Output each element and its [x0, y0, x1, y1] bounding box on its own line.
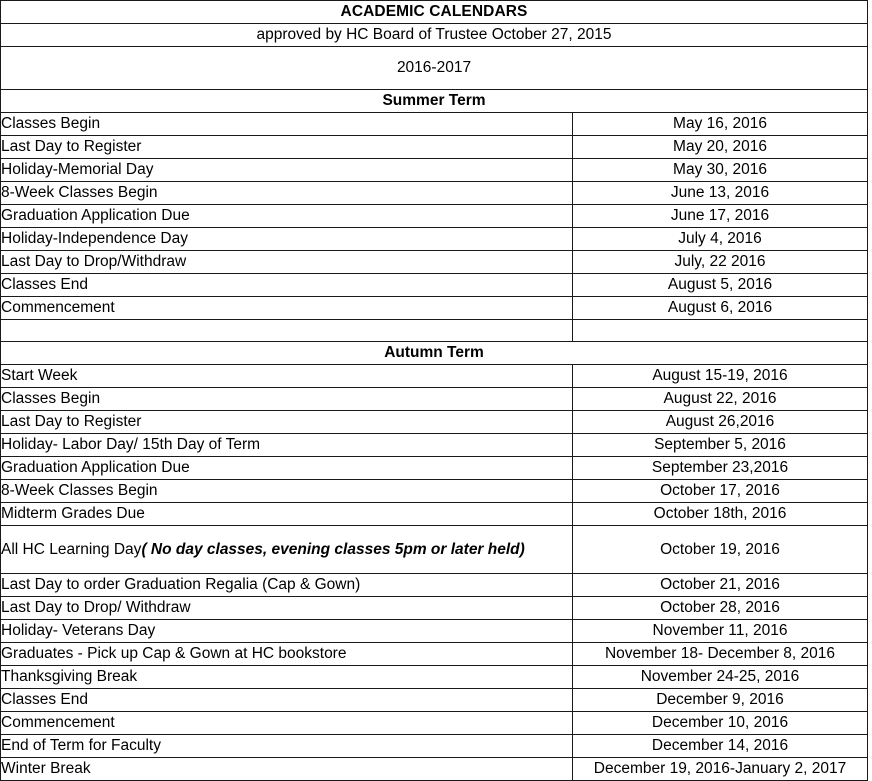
event-date-cell: October 18th, 2016: [573, 503, 868, 526]
event-name-text: Graduation Application Due: [1, 459, 190, 477]
table-row: [1, 735, 868, 758]
event-name-text: Holiday- Veterans Day: [1, 622, 156, 640]
event-date-cell: October 17, 2016: [573, 480, 868, 503]
event-date-cell: October 19, 2016: [573, 526, 868, 574]
event-name-text: Winter Break: [1, 760, 91, 778]
event-name-cell: [1, 297, 573, 320]
table-row: [1, 480, 868, 503]
event-name-text: Holiday- Labor Day/ 15th Day of Term: [1, 436, 261, 454]
event-name-text: 8-Week Classes Begin: [1, 184, 158, 202]
event-date-cell: August 15-19, 2016: [573, 365, 868, 388]
event-name-cell: [1, 159, 573, 182]
event-name-cell: [1, 620, 573, 643]
event-name-cell: [1, 666, 573, 689]
table-row: [1, 666, 868, 689]
event-name-text: Commencement: [1, 299, 115, 317]
event-name-cell: [1, 574, 573, 597]
calendar-body: [1, 1, 868, 781]
table-row: [1, 643, 868, 666]
event-name-cell: [1, 689, 573, 712]
event-name-cell: [1, 503, 573, 526]
table-row: [1, 411, 868, 434]
table-row: [1, 205, 868, 228]
table-row: [1, 526, 868, 574]
event-name-cell: [1, 411, 573, 434]
event-name-text: All HC Learning Day: [1, 540, 142, 558]
table-row: [1, 689, 868, 712]
event-name-text: Holiday-Memorial Day: [1, 161, 154, 179]
event-name-text: Classes End: [1, 276, 89, 294]
event-date-cell: December 10, 2016: [573, 712, 868, 735]
event-date-cell: December 9, 2016: [573, 689, 868, 712]
event-name-text: Classes Begin: [1, 115, 101, 133]
event-name-cell: [1, 597, 573, 620]
event-name-text: Last Day to order Graduation Regalia (Cap & Gown): [1, 576, 361, 594]
event-date-cell: November 11, 2016: [573, 620, 868, 643]
event-name-text: Classes End: [1, 691, 89, 709]
event-name-text: Last Day to Drop/Withdraw: [1, 253, 187, 271]
document-title-row: [1, 1, 868, 24]
event-name-cell: [1, 182, 573, 205]
term-header-row: [1, 90, 868, 113]
table-row: [1, 136, 868, 159]
approval-subtitle: approved by HC Board of Trustee October 27, 2015: [1, 24, 868, 47]
event-name-text: Midterm Grades Due: [1, 505, 145, 523]
event-name-cell: [1, 388, 573, 411]
term-title: Summer Term: [1, 90, 868, 113]
event-date-cell: November 24-25, 2016: [573, 666, 868, 689]
event-date-cell: October 21, 2016: [573, 574, 868, 597]
event-name-cell: [1, 758, 573, 781]
table-row: [1, 159, 868, 182]
event-date-cell: August 22, 2016: [573, 388, 868, 411]
event-name-cell: [1, 434, 573, 457]
table-row: [1, 228, 868, 251]
event-name-cell: [1, 274, 573, 297]
event-date-cell: October 28, 2016: [573, 597, 868, 620]
event-name-text: Last Day to Register: [1, 138, 142, 156]
event-name-text: Start Week: [1, 367, 78, 385]
event-date-cell: May 30, 2016: [573, 159, 868, 182]
academic-year-row: [1, 47, 868, 90]
event-date-cell: December 14, 2016: [573, 735, 868, 758]
event-name-cell: [1, 228, 573, 251]
table-row: [1, 574, 868, 597]
event-name-text: End of Term for Faculty: [1, 737, 161, 755]
table-row: [1, 365, 868, 388]
event-date-cell: December 19, 2016-January 2, 2017: [573, 758, 868, 781]
table-row: [1, 297, 868, 320]
event-date-cell: August 6, 2016: [573, 297, 868, 320]
table-row: [1, 251, 868, 274]
academic-year-label: 2016-2017: [1, 47, 868, 90]
table-row: [1, 274, 868, 297]
event-name-cell: [1, 712, 573, 735]
event-name-cell: [1, 113, 573, 136]
event-date-cell: September 5, 2016: [573, 434, 868, 457]
event-name-cell: [1, 526, 573, 574]
spacer-row: [1, 320, 868, 342]
event-date-cell: July, 22 2016: [573, 251, 868, 274]
event-name-cell: [1, 365, 573, 388]
page-title: ACADEMIC CALENDARS: [1, 1, 868, 24]
event-date-cell: June 13, 2016: [573, 182, 868, 205]
event-name-text: Classes Begin: [1, 390, 101, 408]
event-date-cell: August 26,2016: [573, 411, 868, 434]
event-name-text: Thanksgiving Break: [1, 668, 138, 686]
table-row: [1, 182, 868, 205]
event-name-cell: [1, 136, 573, 159]
event-name-cell: [1, 480, 573, 503]
table-row: [1, 503, 868, 526]
spacer-cell-date: [573, 320, 868, 342]
table-row: [1, 434, 868, 457]
event-name-text: Holiday-Independence Day: [1, 230, 188, 248]
event-date-cell: May 16, 2016: [573, 113, 868, 136]
table-row: [1, 597, 868, 620]
term-title: Autumn Term: [1, 342, 868, 365]
event-name-cell: [1, 735, 573, 758]
event-name-cell: [1, 643, 573, 666]
term-header-row: [1, 342, 868, 365]
event-date-cell: November 18- December 8, 2016: [573, 643, 868, 666]
event-name-text: 8-Week Classes Begin: [1, 482, 158, 500]
event-name-text: Last Day to Drop/ Withdraw: [1, 599, 191, 617]
event-name-text: Graduation Application Due: [1, 207, 190, 225]
table-row: [1, 457, 868, 480]
document-subtitle-row: [1, 24, 868, 47]
event-date-cell: June 17, 2016: [573, 205, 868, 228]
event-name-cell: [1, 251, 573, 274]
event-name-cell: [1, 205, 573, 228]
table-row: [1, 113, 868, 136]
event-name-text: Commencement: [1, 714, 115, 732]
event-name-cell: [1, 457, 573, 480]
table-row: [1, 712, 868, 735]
table-row: [1, 388, 868, 411]
table-row: [1, 620, 868, 643]
event-name-text: Last Day to Register: [1, 413, 142, 431]
event-name-text: Graduates - Pick up Cap & Gown at HC bookstore: [1, 645, 347, 663]
table-row: [1, 758, 868, 781]
event-date-cell: August 5, 2016: [573, 274, 868, 297]
event-date-cell: May 20, 2016: [573, 136, 868, 159]
event-date-cell: September 23,2016: [573, 457, 868, 480]
event-name-note: ( No day classes, evening classes 5pm or later held): [141, 540, 525, 558]
spacer-cell-label: [1, 320, 573, 342]
event-date-cell: July 4, 2016: [573, 228, 868, 251]
